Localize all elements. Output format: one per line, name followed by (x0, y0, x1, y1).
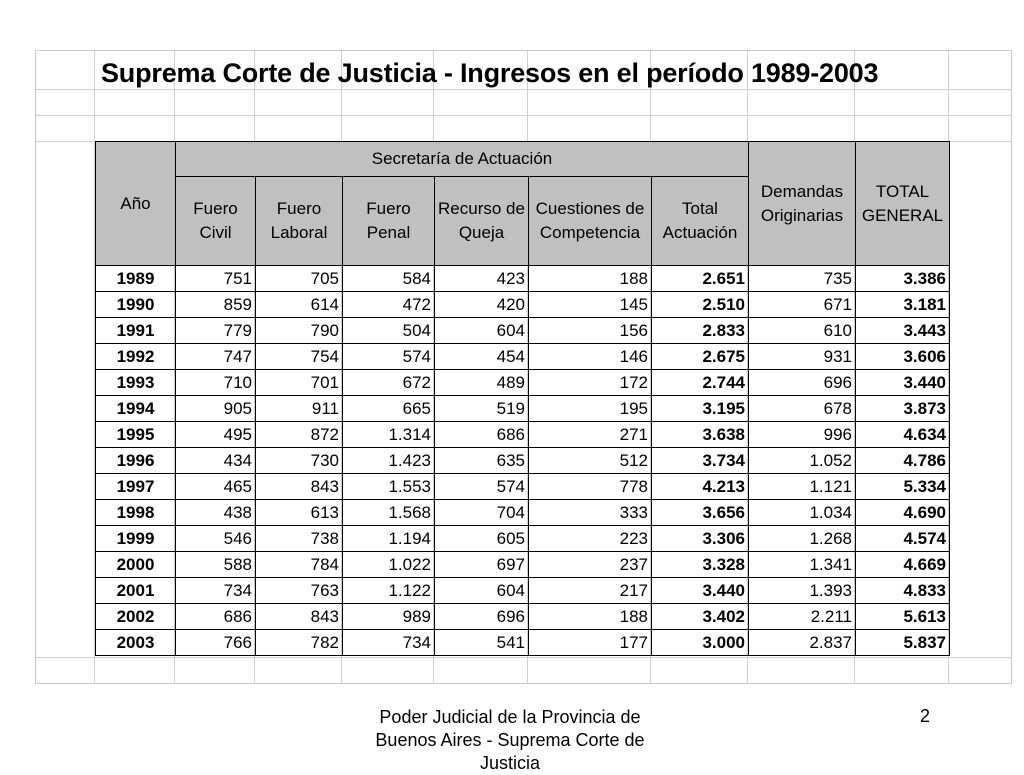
value-cell: 588 (176, 552, 256, 578)
value-cell: 3.606 (856, 344, 950, 370)
value-cell: 1.568 (343, 500, 435, 526)
header-fuero-laboral: Fuero Laboral (256, 177, 343, 266)
value-cell: 2.833 (652, 318, 749, 344)
value-cell: 584 (343, 266, 435, 292)
table-row (96, 552, 950, 578)
value-cell: 872 (256, 422, 343, 448)
header-secretaria: Secretaría de Actuación (176, 142, 749, 177)
value-cell: 604 (435, 578, 529, 604)
value-cell: 996 (749, 422, 856, 448)
value-cell: 1.122 (343, 578, 435, 604)
year-cell: 1994 (96, 396, 176, 422)
value-cell: 905 (176, 396, 256, 422)
year-cell: 2003 (96, 630, 176, 656)
value-cell: 705 (256, 266, 343, 292)
header-total-actuacion: Total Actuación (652, 177, 749, 266)
value-cell: 931 (749, 344, 856, 370)
header-year: Año (96, 142, 176, 266)
year-cell: 2000 (96, 552, 176, 578)
ingresos-table (95, 141, 950, 656)
value-cell: 696 (749, 370, 856, 396)
footer-text: Poder Judicial de la Provincia de Buenos Aires - Suprema Corte de Justicia (375, 707, 645, 773)
value-cell: 3.000 (652, 630, 749, 656)
value-cell: 843 (256, 604, 343, 630)
value-cell: 701 (256, 370, 343, 396)
value-cell: 1.121 (749, 474, 856, 500)
value-cell: 2.651 (652, 266, 749, 292)
value-cell: 730 (256, 448, 343, 474)
gridline (36, 115, 1011, 116)
year-cell: 1996 (96, 448, 176, 474)
value-cell: 635 (435, 448, 529, 474)
value-cell: 697 (435, 552, 529, 578)
value-cell: 3.402 (652, 604, 749, 630)
value-cell: 665 (343, 396, 435, 422)
value-cell: 188 (529, 266, 652, 292)
value-cell: 541 (435, 630, 529, 656)
value-cell: 3.440 (652, 578, 749, 604)
value-cell: 1.393 (749, 578, 856, 604)
header-demandas: Demandas Originarias (749, 142, 856, 266)
value-cell: 574 (435, 474, 529, 500)
value-cell: 696 (435, 604, 529, 630)
table-row (96, 344, 950, 370)
value-cell: 843 (256, 474, 343, 500)
value-cell: 5.613 (856, 604, 950, 630)
table-row (96, 578, 950, 604)
value-cell: 3.443 (856, 318, 950, 344)
value-cell: 454 (435, 344, 529, 370)
year-cell: 1997 (96, 474, 176, 500)
value-cell: 3.386 (856, 266, 950, 292)
value-cell: 738 (256, 526, 343, 552)
value-cell: 613 (256, 500, 343, 526)
year-cell: 1991 (96, 318, 176, 344)
value-cell: 3.328 (652, 552, 749, 578)
gridline (36, 657, 1011, 658)
year-cell: 1989 (96, 266, 176, 292)
value-cell: 546 (176, 526, 256, 552)
value-cell: 5.837 (856, 630, 950, 656)
value-cell: 472 (343, 292, 435, 318)
value-cell: 489 (435, 370, 529, 396)
value-cell: 604 (435, 318, 529, 344)
value-cell: 763 (256, 578, 343, 604)
value-cell: 704 (435, 500, 529, 526)
table-row (96, 422, 950, 448)
value-cell: 172 (529, 370, 652, 396)
header-fuero-civil: Fuero Civil (176, 177, 256, 266)
value-cell: 495 (176, 422, 256, 448)
value-cell: 438 (176, 500, 256, 526)
value-cell: 1.423 (343, 448, 435, 474)
value-cell: 574 (343, 344, 435, 370)
table-row (96, 474, 950, 500)
table-row (96, 396, 950, 422)
value-cell: 3.734 (652, 448, 749, 474)
table-row (96, 604, 950, 630)
value-cell: 177 (529, 630, 652, 656)
year-cell: 2001 (96, 578, 176, 604)
value-cell: 1.034 (749, 500, 856, 526)
year-cell: 2002 (96, 604, 176, 630)
value-cell: 188 (529, 604, 652, 630)
value-cell: 146 (529, 344, 652, 370)
value-cell: 1.022 (343, 552, 435, 578)
value-cell: 3.656 (652, 500, 749, 526)
value-cell: 911 (256, 396, 343, 422)
value-cell: 4.833 (856, 578, 950, 604)
value-cell: 2.675 (652, 344, 749, 370)
header-fuero-penal: Fuero Penal (343, 177, 435, 266)
value-cell: 734 (343, 630, 435, 656)
value-cell: 271 (529, 422, 652, 448)
value-cell: 710 (176, 370, 256, 396)
value-cell: 678 (749, 396, 856, 422)
value-cell: 2.744 (652, 370, 749, 396)
value-cell: 778 (529, 474, 652, 500)
value-cell: 734 (176, 578, 256, 604)
value-cell: 2.211 (749, 604, 856, 630)
value-cell: 519 (435, 396, 529, 422)
value-cell: 1.052 (749, 448, 856, 474)
table-row (96, 370, 950, 396)
value-cell: 420 (435, 292, 529, 318)
header-recurso-queja: Recurso de Queja (435, 177, 529, 266)
value-cell: 766 (176, 630, 256, 656)
value-cell: 4.690 (856, 500, 950, 526)
value-cell: 1.341 (749, 552, 856, 578)
value-cell: 779 (176, 318, 256, 344)
value-cell: 605 (435, 526, 529, 552)
table-row (96, 448, 950, 474)
value-cell: 671 (749, 292, 856, 318)
value-cell: 3.181 (856, 292, 950, 318)
value-cell: 3.638 (652, 422, 749, 448)
value-cell: 2.837 (749, 630, 856, 656)
value-cell: 784 (256, 552, 343, 578)
value-cell: 4.669 (856, 552, 950, 578)
year-cell: 1992 (96, 344, 176, 370)
value-cell: 751 (176, 266, 256, 292)
value-cell: 3.873 (856, 396, 950, 422)
table-row (96, 318, 950, 344)
year-cell: 1999 (96, 526, 176, 552)
value-cell: 195 (529, 396, 652, 422)
table-row (96, 526, 950, 552)
sheet-title: Suprema Corte de Justicia - Ingresos en el período 1989-2003 (101, 58, 879, 88)
value-cell: 504 (343, 318, 435, 344)
value-cell: 1.314 (343, 422, 435, 448)
value-cell: 686 (176, 604, 256, 630)
value-cell: 237 (529, 552, 652, 578)
value-cell: 512 (529, 448, 652, 474)
table-row (96, 292, 950, 318)
value-cell: 2.510 (652, 292, 749, 318)
value-cell: 4.574 (856, 526, 950, 552)
value-cell: 989 (343, 604, 435, 630)
value-cell: 1.268 (749, 526, 856, 552)
table-row (96, 500, 950, 526)
year-cell: 1993 (96, 370, 176, 396)
year-cell: 1998 (96, 500, 176, 526)
header-cuestiones-competencia: Cuestiones de Competencia (529, 177, 652, 266)
value-cell: 434 (176, 448, 256, 474)
value-cell: 686 (435, 422, 529, 448)
value-cell: 790 (256, 318, 343, 344)
value-cell: 4.213 (652, 474, 749, 500)
year-cell: 1995 (96, 422, 176, 448)
value-cell: 465 (176, 474, 256, 500)
value-cell: 223 (529, 526, 652, 552)
year-cell: 1990 (96, 292, 176, 318)
value-cell: 156 (529, 318, 652, 344)
value-cell: 3.195 (652, 396, 749, 422)
value-cell: 217 (529, 578, 652, 604)
page-number: 2 (920, 706, 931, 726)
value-cell: 3.440 (856, 370, 950, 396)
value-cell: 4.786 (856, 448, 950, 474)
value-cell: 5.334 (856, 474, 950, 500)
value-cell: 614 (256, 292, 343, 318)
value-cell: 859 (176, 292, 256, 318)
table-body (96, 266, 950, 656)
value-cell: 610 (749, 318, 856, 344)
spreadsheet-area (35, 50, 1012, 684)
value-cell: 1.194 (343, 526, 435, 552)
header-total-general: TOTAL GENERAL (856, 142, 950, 266)
table-row (96, 630, 950, 656)
value-cell: 145 (529, 292, 652, 318)
gridline (36, 89, 1011, 90)
value-cell: 423 (435, 266, 529, 292)
value-cell: 4.634 (856, 422, 950, 448)
value-cell: 333 (529, 500, 652, 526)
table-row (96, 266, 950, 292)
value-cell: 3.306 (652, 526, 749, 552)
value-cell: 747 (176, 344, 256, 370)
value-cell: 672 (343, 370, 435, 396)
value-cell: 735 (749, 266, 856, 292)
value-cell: 754 (256, 344, 343, 370)
value-cell: 782 (256, 630, 343, 656)
value-cell: 1.553 (343, 474, 435, 500)
